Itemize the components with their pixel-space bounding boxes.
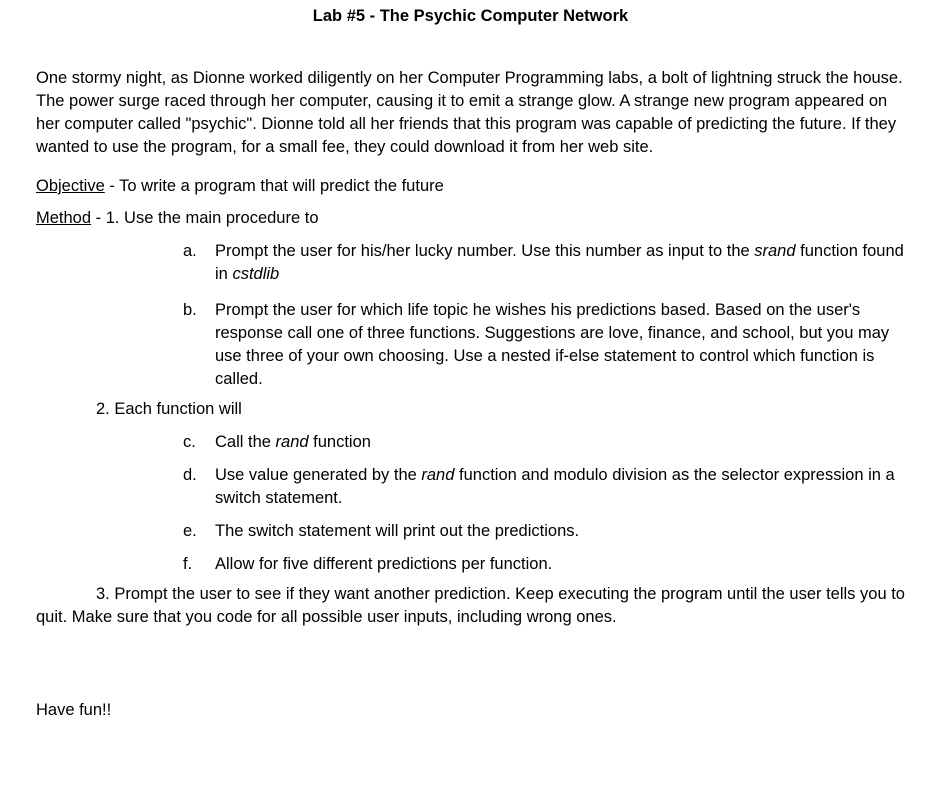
list-item-f-text: Allow for five different predictions per function. [215, 555, 553, 573]
text-segment: function and modulo division as the selector expression in a switch statement. [215, 466, 895, 507]
objective-text: - To write a program that will predict the future [104, 177, 444, 195]
list-item-2: 2. Each function will [96, 400, 242, 418]
method-label: Method [36, 209, 92, 227]
italic-term-srand: srand [754, 242, 796, 260]
list-item-d [183, 464, 905, 510]
list-marker-c: c. [183, 433, 196, 451]
list-item-a [183, 240, 905, 286]
list-item-3: 3. Prompt the user to see if they want another prediction. Keep executing the program until the user tells you to quit. Make sure that you code for all possible user inputs, including wrong ones. [36, 585, 905, 626]
list-item-e-text: The switch statement will print out the predictions. [215, 522, 580, 540]
intro-paragraph: One stormy night, as Dionne worked diligently on her Computer Programming labs, a bolt of lightning struck the house. The power surge raced through her computer, causing it to emit a strange glow. A strange new program appeared on her computer called "psychic". Dionne told all her friends that this program was capable of predicting the future. If they wanted to use the program, for a small fee, they could download it from her web site. [36, 69, 903, 156]
list-marker-a: a. [183, 242, 197, 260]
document-title: Lab #5 - The Psychic Computer Network [312, 7, 629, 25]
closing-line: Have fun!! [36, 701, 112, 719]
list-marker-e: e. [183, 522, 197, 540]
list-item-c-text [215, 431, 905, 454]
method-text: - 1. Use the main procedure to [91, 209, 319, 227]
list-item-d-text [215, 464, 905, 510]
list-item-a-text [215, 240, 905, 286]
list-item-b-text: Prompt the user for which life topic he wishes his predictions based. Based on the user's response call one of three functions. Suggestions are love, finance, and school, but you may use three of your own choosing. Use a nested if-else statement to control which function is called. [215, 301, 890, 388]
method-line [36, 207, 905, 230]
objective-line [36, 175, 905, 198]
italic-term-rand: rand [421, 466, 455, 484]
text-segment: function [308, 433, 371, 451]
italic-term-cstdlib: cstdlib [232, 265, 280, 283]
text-segment: Prompt the user for his/her lucky number. Use this number as input to the [215, 242, 755, 260]
list-item-b [183, 299, 905, 391]
list-item-c [183, 431, 905, 454]
list-marker-d: d. [183, 466, 197, 484]
text-segment: Use value generated by the [215, 466, 422, 484]
text-segment: function found in [215, 242, 904, 283]
objective-label: Objective [36, 177, 105, 195]
italic-term-rand: rand [275, 433, 309, 451]
list-item-e [183, 520, 905, 543]
text-segment: Call the [215, 433, 276, 451]
list-marker-b: b. [183, 301, 197, 319]
list-item-f [183, 553, 905, 576]
list-marker-f: f. [183, 555, 193, 573]
